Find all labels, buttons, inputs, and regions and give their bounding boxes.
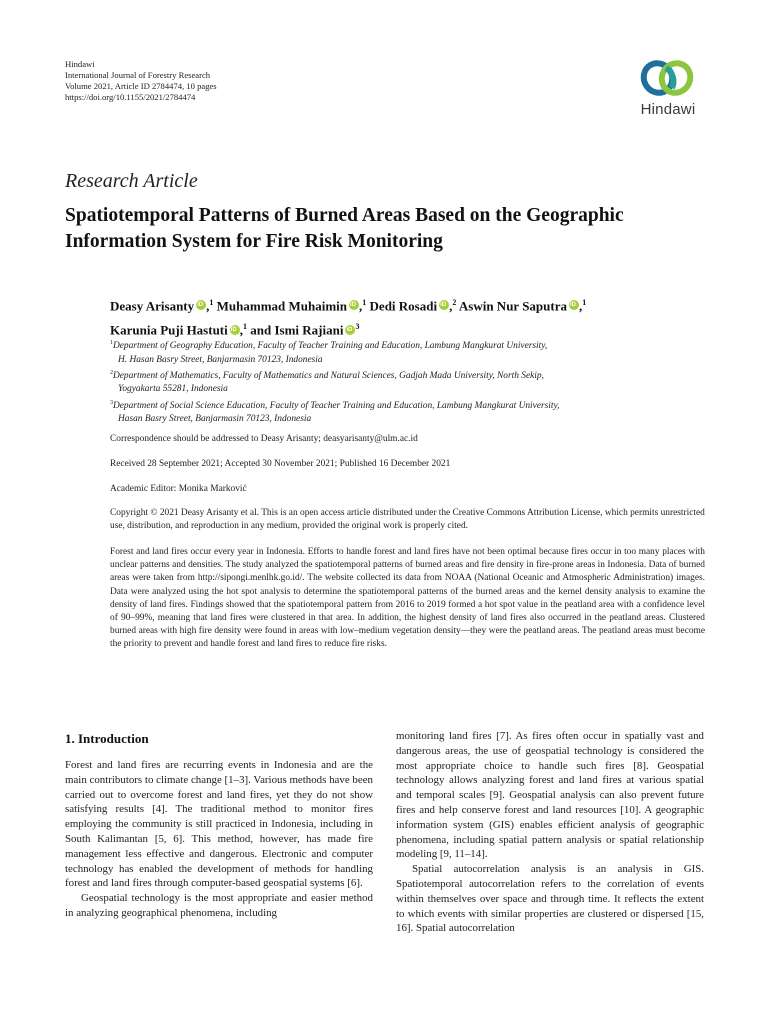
publisher-name: Hindawi xyxy=(65,59,95,69)
orcid-icon[interactable] xyxy=(230,325,240,335)
author-name[interactable]: Karunia Puji Hastuti xyxy=(110,322,228,338)
author-affiliation: 2 xyxy=(452,298,457,307)
author-name[interactable]: Muhammad Muhaimin xyxy=(216,298,348,314)
body-paragraph: Geospatial technology is the most appropriate and easier method in analyzing geographical phenomena, including xyxy=(65,892,373,919)
section-heading: 1. Introduction xyxy=(65,731,149,746)
orcid-icon[interactable] xyxy=(569,300,579,310)
logo-wordmark: Hindawi xyxy=(640,101,696,118)
orcid-icon[interactable] xyxy=(349,300,359,310)
correspondence: Correspondence should be addressed to Deasy Arisanty; deasyarisanty@ulm.ac.id xyxy=(110,434,418,444)
author-affiliation: 1 xyxy=(209,298,214,307)
author-affiliation: 1 xyxy=(362,298,367,307)
affiliation-item xyxy=(110,367,710,384)
affiliation-address: Hasan Basry Street, Banjarmasin 70123, Indonesia xyxy=(118,414,312,425)
body-column-left xyxy=(65,758,373,921)
orcid-icon[interactable] xyxy=(439,300,449,310)
body-paragraph: Forest and land fires are recurring events in Indonesia and are the main contributors to climate change [1–3]. Various methods have been carried out to overcome forest and land fires, yet they do not show satisfying results [4]. The traditional method to monitor fires employing the community is still practiced in Indonesia, including in South Kalimantan [5, 6]. This method, however, has made fire management less effective and dangerous. Electronic and computer technology has enabled the development of methods for handling forest and land fires through computer-based geospatial systems [6]. xyxy=(65,759,373,890)
author-name[interactable]: Aswin Nur Saputra xyxy=(458,298,567,314)
doi-link[interactable]: https://doi.org/10.1155/2021/2784474 xyxy=(65,92,196,103)
affiliation-item xyxy=(110,397,710,414)
affiliation-text: Department of Social Science Education, Faculty of Teacher Training and Education, Lambung Mangkurat University, xyxy=(113,401,560,411)
author-name[interactable]: Dedi Rosadi xyxy=(369,298,438,314)
affiliation-text: Department of Mathematics, Faculty of Mathematics and Natural Sciences, Gadjah Mada University, North Sekip, xyxy=(113,371,544,382)
affiliation-item xyxy=(110,337,710,354)
hindawi-logo-icon xyxy=(628,58,708,100)
orcid-icon[interactable] xyxy=(196,300,206,310)
author-name[interactable]: Ismi Rajiani xyxy=(274,322,344,338)
author-name[interactable]: Deasy Arisanty xyxy=(110,298,195,314)
academic-editor: Academic Editor: Monika Marković xyxy=(110,484,247,494)
body-paragraph: monitoring land fires [7]. As fires often occur in spatially vast and dangerous areas, the use of geospatial technology is considered the most appropriate choice to handle such fires [8]. Geospatial technology allows analyzing forest and land fires at various spatial and temporal scales [9]. Geospatial analysis can also prevent future fires and help conserve forest and land resources [10]. A geographic information system (GIS) enables efficient analysis of geographic phenomena, including spatial pattern analysis or spatial relationship modeling [9, 11–14]. xyxy=(396,730,704,861)
article-type: Research Article xyxy=(65,170,198,192)
affiliation-number: 2 xyxy=(110,369,113,376)
journal-meta xyxy=(65,59,217,103)
author-affiliation: 3 xyxy=(355,322,360,332)
publication-dates: Received 28 September 2021; Accepted 30 November 2021; Published 16 December 2021 xyxy=(110,459,451,469)
copyright-notice: Copyright © 2021 Deasy Arisanty et al. This is an open access article distributed under the Creative Commons Attribution License, which permits unrestricted use, distribution, and reproduction in any medium, provided the original work is properly cited. xyxy=(110,508,705,532)
affiliation-number: 1 xyxy=(110,340,113,346)
body-column-right xyxy=(396,729,704,936)
orcid-icon[interactable] xyxy=(345,325,355,335)
affiliation-address: Yogyakarta 55281, Indonesia xyxy=(118,384,228,395)
affiliation-address: H. Hasan Basry Street, Banjarmasin 70123, Indonesia xyxy=(118,354,323,365)
author-list: Deasy ArisantyiD ,$^1$ Muhammad MuhaiminiD ,$^1$ Dedi RosadiiD ,$^2$ Aswin Nur SaputraiD ,$^1$ Karunia Puji HastutiiD ,$^1$ and Ismi RajianiiD $^3$ xyxy=(110,292,710,341)
abstract: Forest and land fires occur every year in Indonesia. Efforts to handle forest and land fires have not been optimal because fires occur in too many places with unclear patterns and densities. The study analyzed the spatiotemporal patterns of burned areas and fire density in fire-prone areas in Indonesia. Data of burned areas were taken from http://sipongi.menlhk.go.id/. The website collected its data from NOAA (National Oceanic and Atmospheric Administration) images. Data were analyzed using the hot spot analysis to determine the spatiotemporal patterns of the burned areas and the kernel density analysis to examine the density of land fires. Findings showed that the spatiotemporal pattern from 2016 to 2019 formed a hot spot value in the peatland area with a confidence level of 90–99%, meaning that land fires were clustered in that area. In addition, the highest density of land fires also occurred in the peatland areas. Clustered burned areas with high fire density were found in areas with low–medium vegetation density—they were the peatland areas. The peatland areas must become the priority to prevent and handle forest and land fires to reduce fire risks. xyxy=(110,547,705,650)
body-paragraph: Spatial autocorrelation analysis is an analysis in GIS. Spatiotemporal autocorrelation refers to the correlation of events within themselves over space and through time. It reflects the extent to which events with similar properties are clustered or dispersed [15, 16]. Spatial autocorrelation xyxy=(396,863,704,935)
author-affiliation: 1 xyxy=(243,322,247,332)
affiliations xyxy=(110,337,710,427)
author-affiliation: 1 xyxy=(582,298,587,307)
volume-info: Volume 2021, Article ID 2784474, 10 pages xyxy=(65,81,217,92)
hindawi-logo xyxy=(628,58,708,118)
affiliation-number: 3 xyxy=(110,399,113,406)
affiliation-text: Department of Geography Education, Faculty of Teacher Training and Education, Lambung Mangkurat University, xyxy=(113,341,548,352)
journal-name: International Journal of Forestry Research xyxy=(65,70,211,81)
article-title: Spatiotemporal Patterns of Burned Areas Based on the Geographic Information System for Fire Risk Monitoring xyxy=(65,205,624,252)
